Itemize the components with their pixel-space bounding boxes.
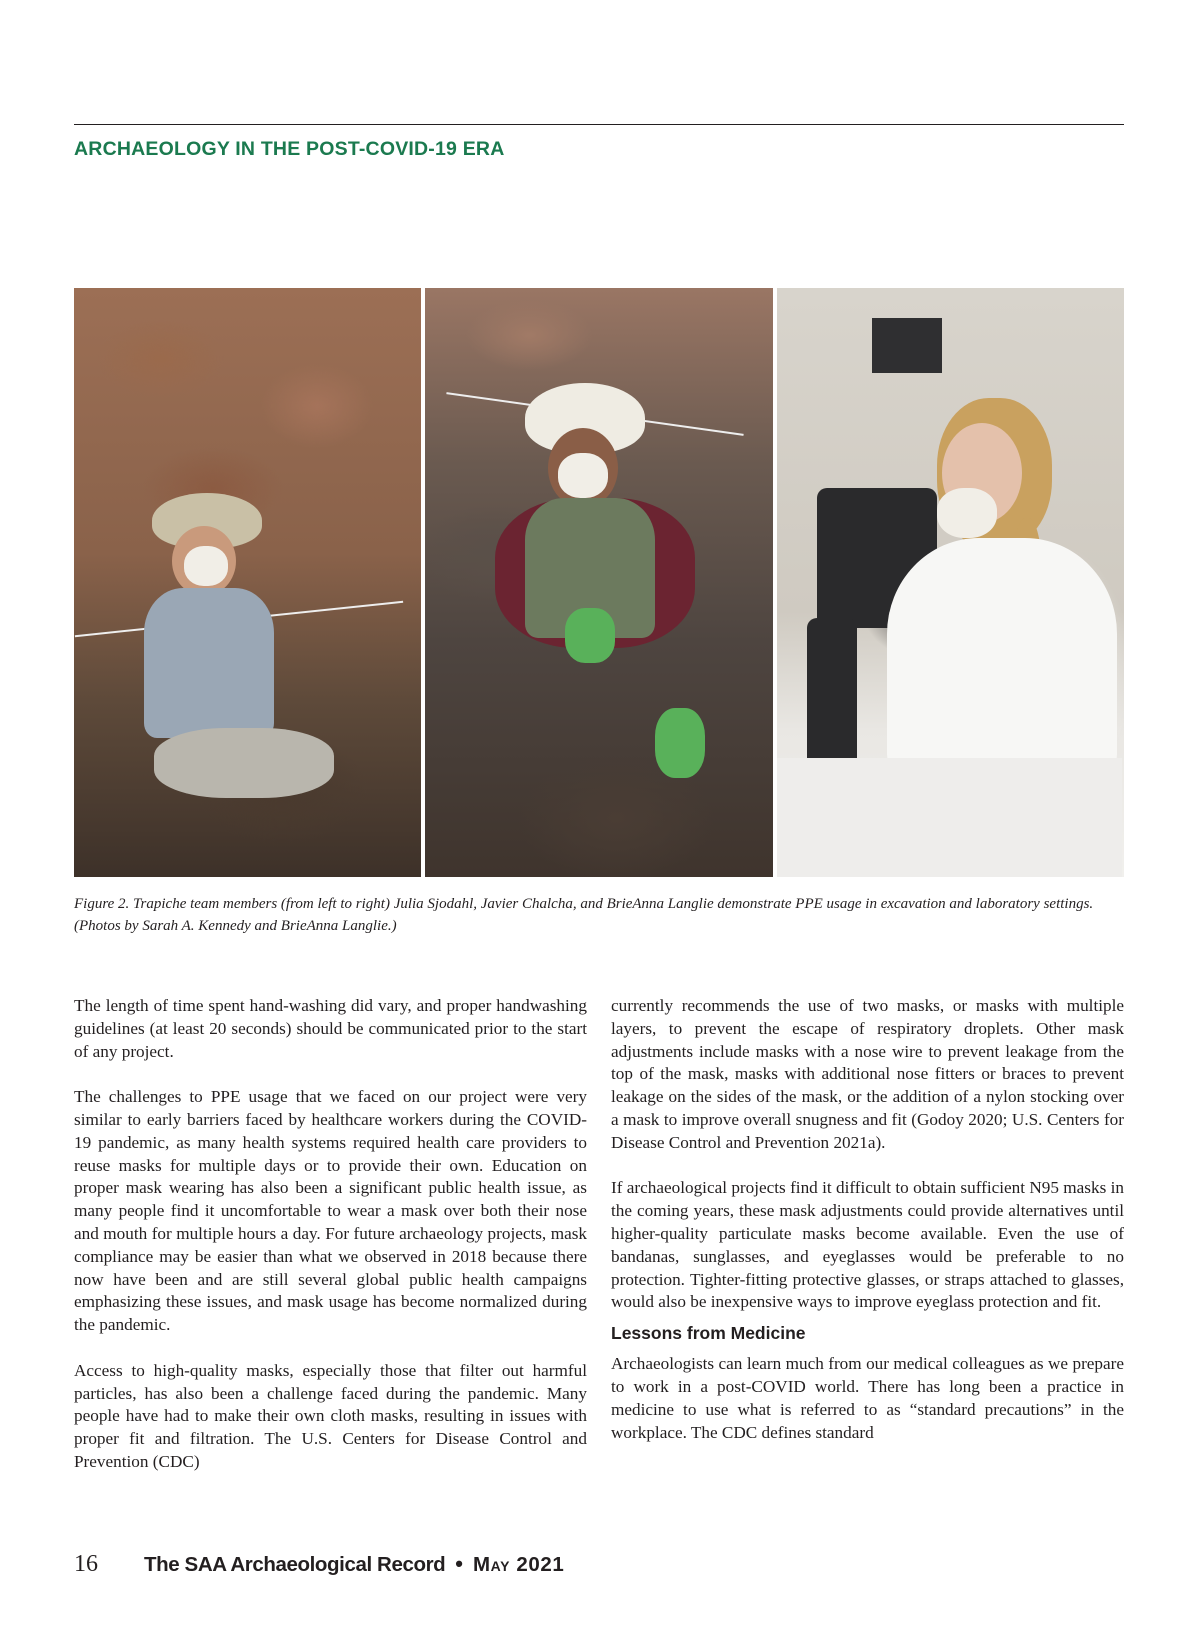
shirt	[144, 588, 274, 738]
lab-coat	[887, 538, 1117, 778]
paragraph: The length of time spent hand-washing did vary, and proper handwashing guidelines (at least 20 seconds) should be communicated prior to the start of any project.	[74, 996, 587, 1061]
microscope-stand	[807, 618, 857, 768]
green-glove	[655, 708, 705, 778]
n95-mask	[184, 546, 228, 586]
photo-excavation-left	[74, 288, 421, 877]
paragraph: Access to high-quality masks, especially those that filter out harmful particles, has also been a challenge faced during the pandemic. Many people have had to make their own cloth masks, resulting in issues with proper fit and filtration. The U.S. Centers for Disease Control and Prevention (CDC)	[74, 1360, 587, 1471]
text-column-left	[74, 995, 587, 1474]
lab-bench	[777, 758, 1122, 877]
header-rule	[74, 124, 1124, 125]
paragraph: If archaeological projects find it difficult to obtain sufficient N95 masks in the coming years, these mask adjustments could provide alternatives until higher-quality particulate masks become available. Even the use of bandanas, sunglasses, and eyeglasses would be preferable to no protection. Tighter-fitting protective glasses, or straps attached to glasses, would also be inexpensive ways to improve eyeglass protection and fit.	[611, 1178, 1124, 1312]
page-footer	[74, 1551, 564, 1578]
pants	[154, 728, 334, 798]
section-title: ARCHAEOLOGY IN THE POST-COVID-19 ERA	[74, 138, 505, 160]
figure-caption: Figure 2. Trapiche team members (from left to right) Julia Sjodahl, Javier Chalcha, and BrieAnna Langlie demonstrate PPE usage in excavation and laboratory settings. (Photos by Sarah A. Kennedy and BrieAnna Langlie.)	[74, 896, 1094, 934]
journal-title: The SAA Archaeological Record	[144, 1553, 446, 1576]
wall-screen	[872, 318, 942, 373]
n95-mask	[937, 488, 997, 538]
green-glove	[565, 608, 615, 663]
photo-laboratory	[777, 288, 1124, 877]
photo-excavation-center	[425, 288, 772, 877]
page-number: 16	[74, 1551, 98, 1577]
n95-mask	[558, 453, 608, 498]
subheading: Lessons from Medicine	[611, 1323, 806, 1344]
paragraph: currently recommends the use of two masks, or masks with multiple layers, to prevent the escape of respiratory droplets. Other mask adjustments include masks with a nose wire to prevent leakage from the top of the mask, masks with additional nose fitters or braces to prevent leakage on the sides of the mask, or the addition of a nylon stocking over a mask to improve overall snugness and fit (Godoy 2020; U.S. Centers for Disease Control and Prevention 2021a).	[611, 996, 1124, 1152]
paragraph: Archaeologists can learn much from our medical colleagues as we prepare to work in a post-COVID world. There has long been a practice in medicine to use what is referred to as “standard precautions” in the workplace. The CDC defines standard	[611, 1354, 1124, 1442]
figure-photos	[74, 288, 1124, 877]
text-column-right	[611, 995, 1124, 1444]
paragraph: The challenges to PPE usage that we faced on our project were very similar to early barriers faced by healthcare workers during the COVID-19 pandemic, as many health systems required health care providers to reuse masks for multiple days or to provide their own. Education on proper mask wearing has also been a significant public health issue, as many people find it uncomfortable to wear a mask over both their nose and mouth for multiple hours a day. For future archaeology projects, mask compliance may be easier than what we observed in 2018 because there now have been and are still several global public health campaigns emphasizing these issues, and mask usage has become normalized during the pandemic.	[74, 1087, 587, 1335]
footer-separator: •	[455, 1551, 463, 1576]
issue-date: May 2021	[473, 1553, 565, 1576]
